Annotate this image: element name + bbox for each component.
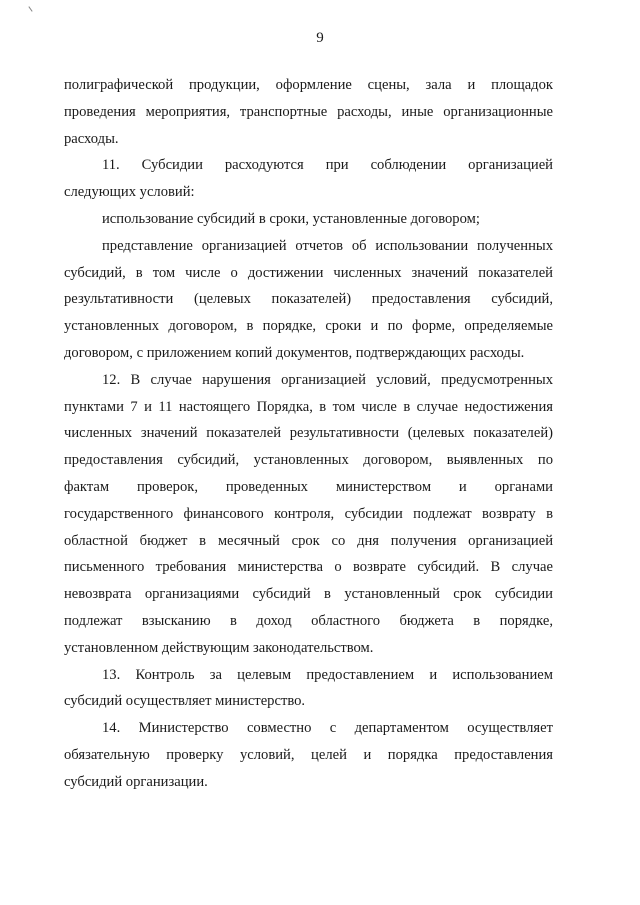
text-line: субсидий осуществляет министерство. [64, 693, 306, 710]
text-line: 14. Министерство совместно с департаментом осуществляет [102, 720, 553, 737]
document-body [64, 72, 553, 796]
text-line: подлежат взысканию в доход областного бюджета в порядке, [64, 612, 553, 629]
text-line: субсидий, в том числе о достижении численных значений показателей [64, 264, 553, 281]
text-line: установленном действующим законодательством. [64, 639, 374, 656]
text-line: обязательную проверку условий, целей и порядка предоставления [64, 746, 553, 763]
text-line: фактам проверок, проведенных министерством и органами [64, 478, 553, 495]
text-line: проведения мероприятия, транспортные расходы, иные организационные [64, 103, 553, 120]
paragraph [64, 233, 553, 367]
text-line: государственного финансового контроля, субсидии подлежат возврату в [64, 505, 553, 522]
text-line: субсидий организации. [64, 773, 208, 790]
paragraph [64, 72, 553, 152]
text-line: результативности (целевых показателей) предоставления субсидий, [64, 291, 553, 308]
text-line: установленных договором, в порядке, сроки и по форме, определяемые [64, 318, 553, 335]
paragraph [64, 206, 553, 233]
text-line: областной бюджет в месячный срок со дня получения организацией [64, 532, 553, 549]
text-line: полиграфической продукции, оформление сцены, зала и площадок [64, 77, 553, 93]
text-line: использование субсидий в сроки, установленные договором; [102, 210, 480, 227]
text-line: следующих условий: [64, 184, 195, 201]
text-line: 11. Субсидии расходуются при соблюдении организацией [102, 157, 553, 174]
scan-mark [28, 6, 32, 11]
text-line: численных значений показателей результативности (целевых показателей) [64, 425, 553, 442]
text-line: невозврата организациями субсидий в установленный срок субсидии [64, 586, 553, 603]
text-line: письменного требования министерства о возврате субсидий. В случае [64, 559, 553, 576]
text-line: пунктами 7 и 11 настоящего Порядка, в том числе в случае недостижения [64, 398, 553, 415]
paragraph-item-14 [64, 715, 553, 795]
page-number: 9 [316, 30, 324, 46]
text-line: расходы. [64, 130, 119, 147]
paragraph-item-11 [64, 152, 553, 206]
text-line: предоставления субсидий, установленных договором, выявленных по [64, 452, 553, 469]
text-line: 12. В случае нарушения организацией условий, предусмотренных [102, 371, 553, 388]
text-line: 13. Контроль за целевым предоставлением и использованием [102, 666, 553, 683]
paragraph-item-12 [64, 367, 553, 662]
text-line: договором, с приложением копий документов, подтверждающих расходы. [64, 344, 525, 361]
paragraph-item-13 [64, 662, 553, 716]
text-line: представление организацией отчетов об использовании полученных [102, 237, 553, 254]
